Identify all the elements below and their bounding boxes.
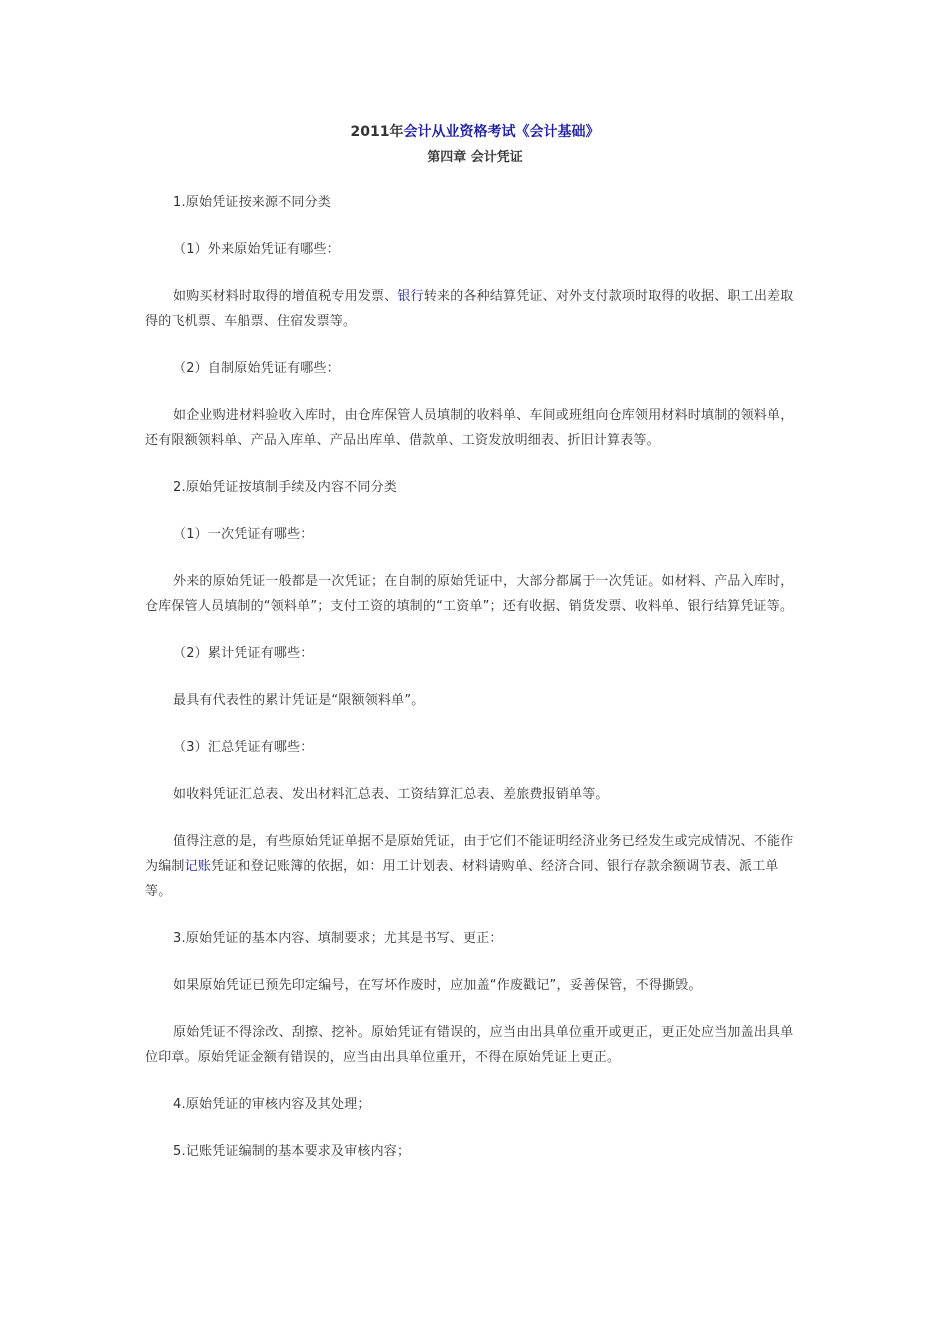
note-paragraph: 值得注意的是，有些原始凭证单据不是原始凭证，由于它们不能证明经济业务已经发生或完成情况、不能作为编制记账凭证和登记账簿的依据，如：用工计划表、材料请购单、经济合同、银行存款余额调节表、派工单等。 [145, 834, 794, 899]
question-cumulative-vouchers: （2）累计凭证有哪些： [173, 646, 314, 661]
document-page [145, 120, 805, 1186]
question-one-time-vouchers: （1）一次凭证有哪些： [173, 527, 314, 542]
title-year: 2011年 [350, 124, 404, 140]
section-heading-1: 1.原始凭证按来源不同分类 [173, 195, 332, 210]
answer-internal-vouchers: 如企业购进材料验收入库时，由仓库保管人员填制的收料单、车间或班组向仓库领用材料时填制的领料单，还有限额领料单、产品入库单、产品出库单、借款单、工资发放明细表、折旧计算表等。 [145, 408, 794, 448]
document-title [145, 120, 805, 145]
section-heading-4: 4.原始凭证的审核内容及其处理； [173, 1097, 371, 1112]
correction-paragraph: 原始凭证不得涂改、刮擦、挖补。原始凭证有错误的，应当由出具单位重开或更正，更正处应当加盖出具单位印章。原始凭证金额有错误的，应当由出具单位重开，不得在原始凭证上更正。 [145, 1025, 794, 1065]
bank-link[interactable]: 银行 [397, 289, 424, 304]
question-internal-vouchers: （2）自制原始凭证有哪些： [173, 361, 340, 376]
answer-one-time-vouchers: 外来的原始凭证一般都是一次凭证；在自制的原始凭证中，大部分都属于一次凭证。如材料、产品入库时，仓库保管人员填制的“领料单”；支付工资的填制的“工资单”；还有收据、销货发票、收料单、银行结算凭证等。 [145, 574, 794, 614]
answer-cumulative-vouchers: 最具有代表性的累计凭证是“限额领料单”。 [173, 693, 425, 708]
section-heading-5: 5.记账凭证编制的基本要求及审核内容； [173, 1144, 411, 1159]
section-heading-2: 2.原始凭证按填制手续及内容不同分类 [173, 480, 398, 495]
title-link[interactable]: 会计从业资格考试《会计基础》 [403, 124, 600, 140]
void-stamp-paragraph: 如果原始凭证已预先印定编号，在写坏作废时，应加盖“作废戳记”，妥善保管，不得撕毁。 [173, 978, 702, 993]
question-summary-vouchers: （3）汇总凭证有哪些： [173, 740, 314, 755]
chapter-title: 第四章 会计凭证 [427, 150, 523, 165]
answer-summary-vouchers: 如收料凭证汇总表、发出材料汇总表、工资结算汇总表、差旅费报销单等。 [173, 787, 609, 802]
answer-external-vouchers: 如购买材料时取得的增值税专用发票、银行转来的各种结算凭证、对外支付款项时取得的收据、职工出差取得的飞机票、车船票、住宿发票等。 [145, 289, 794, 329]
question-external-vouchers: （1）外来原始凭证有哪些： [173, 242, 340, 257]
bookkeeping-link[interactable]: 记账 [184, 859, 212, 874]
section-heading-3: 3.原始凭证的基本内容、填制要求；尤其是书写、更正： [173, 931, 503, 946]
